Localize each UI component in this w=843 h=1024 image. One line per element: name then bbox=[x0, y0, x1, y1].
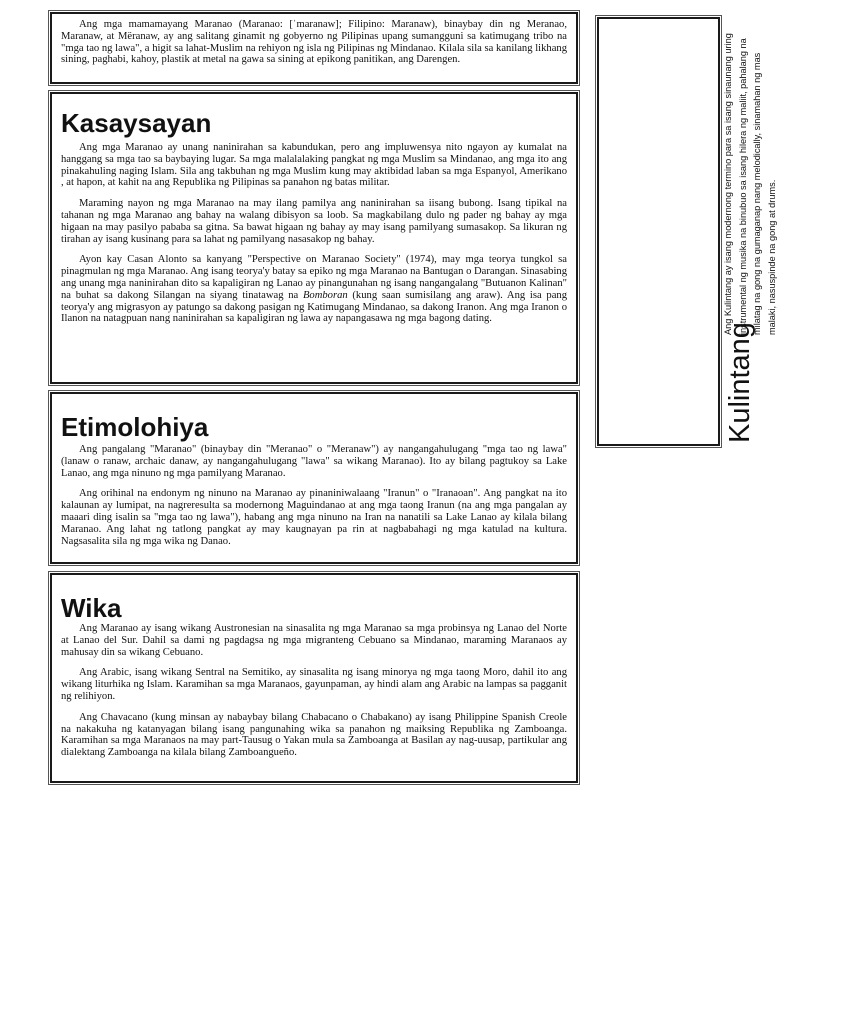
bomboran-term: Bomboran bbox=[302, 289, 348, 301]
wika-section bbox=[50, 573, 578, 783]
kulintang-text: Ang Kulintang ay isang modernong termino para sa isang sinaunang uring instrumental ng musika na binubuo sa isang hilera ng maliit, pahalang na milatag na gong na gumaganap nang melodically, sinamahan ng mas malaki, nasuspinde na gong at drums. bbox=[723, 33, 777, 335]
kasaysayan-paragraph-2: Maraming nayon ng mga Maranao na may ilang pamilya ang naninirahan sa iisang bubong. Isang tipikal na tahanan ng mga Maranao ang bahay na walang dibisyon sa loob. Sa magkabilang dulo ng pader ng bahay ay mga higaan na may pasilyo pababa sa gitna. Sa bawat higaan ng bahay ay may isang pamilyang sumasakop. Sa likuran ng tirahan ay isang kusinang para sa lahat ng pamilyang nasasakop ng bahay. bbox=[61, 198, 567, 245]
kasaysayan-paragraph-3 bbox=[61, 254, 567, 325]
etimolohiya-paragraph-1: Ang pangalang "Maranao" (binaybay din "Meranao" o "Meranaw") ay nangangahulugang "mga tao ng lawa" (lanaw o ranaw, archaic danaw, ay nangangahulugang "lawa" sa wikang Maranao). Ito ay bilang pagtukoy sa Lake Lanao, ang mga ninuno ng mga pamilyang Maranao. bbox=[61, 444, 567, 479]
kasaysayan-paragraph-1: Ang mga Maranao ay unang naninirahan sa kabundukan, pero ang impluwensya nito ngayon ay kumalat na hanggang sa mga tao sa baybaying lugar. Sa mga malalalaking pangkat ng mga Muslim sa Mindanao, ang mga ito ang pinakahuling naging Islam. Sila ang takbuhan ng mga Muslim kung may aktibidad laban sa mga Espanyol, Amerikano , at hapon, at kahit na ang Republika ng Pilipinas sa panahon ng batas militar. bbox=[61, 142, 567, 189]
etimolohiya-paragraph-2: Ang orihinal na endonym ng ninuno na Maranao ay pinaniniwalaang "Iranun" o "Iranaoan". Ang pangkat na ito kalaunan ay lumipat, na nagreresulta sa modernong Maguindanao at ang mga taong Iranun (na ang mga pangalan ay maaari ding isalin sa "mga tao ng lawa"), habang ang mga ninuno na Iran na nanatili sa Lake Lanao ay kilala bilang Maranao. Ang lahat ng tatlong pangkat ay may kaugnayan pa rin at nagbabahagi ng mga katulad na kultura. Nagsasalita sila ng mga wika ng Danao. bbox=[61, 488, 567, 547]
wika-paragraph-3: Ang Chavacano (kung minsan ay nabaybay bilang Chabacano o Chabakano) ay isang Philippine Spanish Creole na nakakuha ng katanyagan bilang isang pangunahing wika sa panahon ng maiksing Republika ng Zamboanga. Karamihan sa mga Maranaos na may part-Tausug o Yakan mula sa Zamboanga at Basilan ay nag-uusap, partikular ang dialektang Zamboanga na kilala bilang Zamboangueño. bbox=[61, 711, 567, 759]
kulintang-rotated-content bbox=[721, 21, 843, 445]
intro-paragraph: Ang mga mamamayang Maranao (Maranao: [ˈmaranaw]; Filipino: Maranaw), binaybay din ng Meranao, Maranaw, at Mëranaw, ay ang salitang ginamit ng gobyerno ng Pilipinas upang sumangguni sa katimugang tribo na "mga tao ng lawa", a higit sa lahat-Muslim na rehiyon ng isla ng Pilipinas ng Mindanao. Kilala sila sa kanilang likhang sining, paghabi, kahoy, plastik at metal na gawa sa sining at epikong panitikan, ang Darengen. bbox=[61, 19, 567, 66]
intro-section bbox=[50, 12, 578, 84]
kasaysayan-p3-part-b: (kung saan sumisilang ang araw). Ang isa pang teorya'y ang migrasyon ay patungo sa dakong pasigan ng Katimugang Mindanao, sa dakong Iranon. Ang mga Iranon o Ilanon na natagpuan nang naninirahan sa kapaligiran ng lawa ay napangasawa ng mga bagong dating. bbox=[61, 289, 567, 325]
kasaysayan-p3-part-a: Ayon kay Casan Alonto sa kanyang "Perspective on Maranao Society" (1974), may mga teorya tungkol sa pinagmulan ng mga Maranao. Ang isang teorya'y batay sa epiko ng mga Maranao na Bantugan o Darangan. Sinasabing ang unang mga naninirahan dito sa kapaligiran ng Lanao ay pinangunahan ng isang nangangalang "Butuanon Kalinan" na buhat sa dakong Silangan na siyang tinatawag na bbox=[61, 254, 567, 301]
kulintang-sidebar bbox=[597, 17, 777, 446]
wika-paragraph-2: Ang Arabic, isang wikang Sentral na Semitiko, ay sinasalita ng isang minorya ng mga taong Moro, dahil ito ang wikang liturhika ng Islam. Karamihan sa mga Maranaos, gayunpaman, ay hindi alam ang Arabic na lampas sa pagganit ng relihiyon. bbox=[61, 667, 567, 702]
kulintang-title: Kulintang bbox=[724, 322, 756, 443]
kasaysayan-section bbox=[50, 92, 578, 384]
wika-heading: Wika bbox=[61, 593, 122, 623]
wika-paragraph-1: Ang Maranao ay isang wikang Austronesian na sinasalita ng mga Maranao sa mga probinsya ng Lanao del Norte at Lanao del Sur. Dahil sa dami ng pagdagsa ng mga migranteng Cebuano sa Mindanao, maraming Maranaos ay mahusay din sa wikang Cebuano. bbox=[61, 623, 567, 658]
etimolohiya-section bbox=[50, 392, 578, 564]
etimolohiya-heading: Etimolohiya bbox=[61, 412, 209, 442]
kasaysayan-heading: Kasaysayan bbox=[61, 108, 212, 138]
